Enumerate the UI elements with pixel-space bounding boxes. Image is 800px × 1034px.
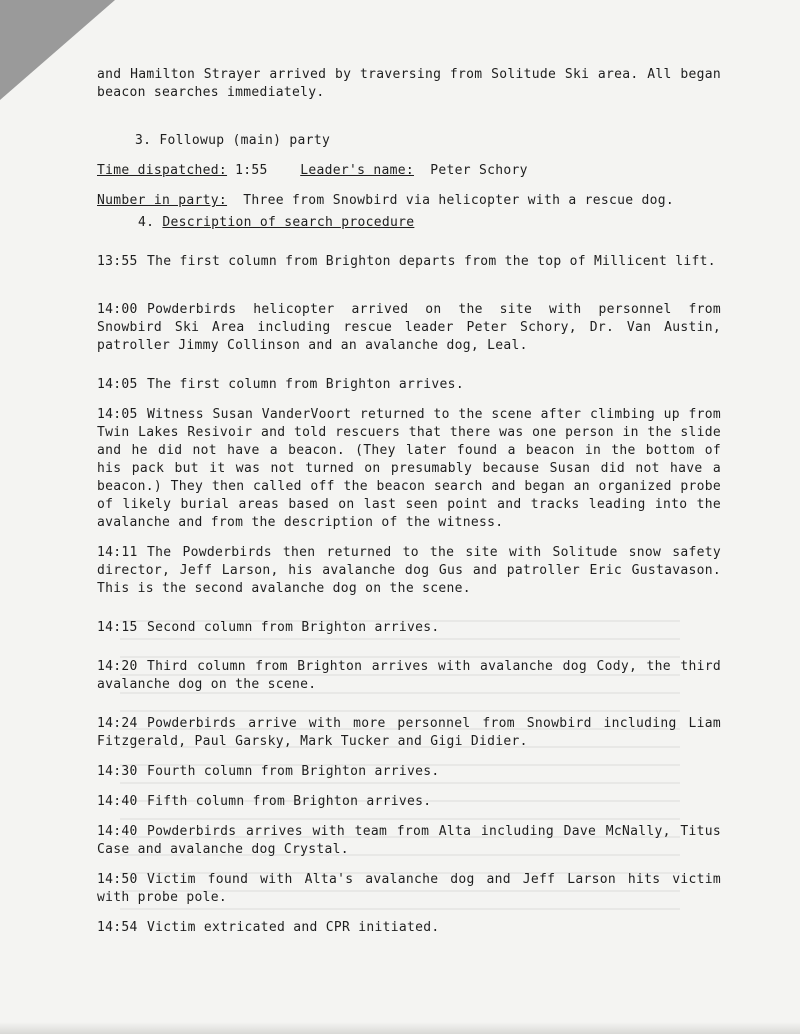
log-entry xyxy=(97,823,721,859)
log-text: Victim extricated and CPR initiated. xyxy=(147,920,440,935)
party-line xyxy=(97,192,721,210)
log-text: Powderbirds arrive with more personnel from Snowbird including Liam Fitzgerald, Paul Garsky, Mark Tucker and Gigi Didier. xyxy=(97,716,721,749)
section-3-heading xyxy=(97,132,721,150)
log-entry xyxy=(97,658,721,694)
log-entry xyxy=(97,253,721,271)
log-text: Powderbirds arrives with team from Alta including Dave McNally, Titus Case and avalanche dog Crystal. xyxy=(97,824,721,857)
log-time: 14:54 xyxy=(97,920,138,935)
section-4-number: 4. xyxy=(138,215,155,230)
log-entry xyxy=(97,793,721,811)
log-entry xyxy=(97,619,721,637)
log-text: Victim found with Alta's avalanche dog and Jeff Larson hits victim with probe pole. xyxy=(97,872,721,905)
number-in-party-label: Number in party: xyxy=(97,193,228,208)
log-entry xyxy=(97,406,721,532)
time-dispatched-label: Time dispatched: xyxy=(97,163,228,178)
log-text: Second column from Brighton arrives. xyxy=(147,620,440,635)
log-entry xyxy=(97,871,721,907)
log-entry xyxy=(97,301,721,355)
section-4-title: Description of search procedure xyxy=(162,215,415,230)
log-time: 14:40 xyxy=(97,794,138,809)
document-page xyxy=(97,66,721,937)
log-time: 14:11 xyxy=(97,545,138,560)
log-text: Witness Susan VanderVoort returned to the scene after climbing up from Twin Lakes Resivoir and told rescuers that there was one person in the slide and he did not have a beacon. (They later found a beacon in the bottom of his pack but it was not turned on presumably because Susan did not have a beacon.) They then called off the beacon search and began an organized probe of likely burial areas based on last seen point and tracks leading into the avalanche and from the description of the witness. xyxy=(97,407,721,530)
section-3-title: Followup (main) party xyxy=(159,133,331,148)
intro-paragraph: and Hamilton Strayer arrived by traversing from Solitude Ski area. All began beacon searches immediately. xyxy=(97,67,721,100)
log-text: The Powderbirds then returned to the site with Solitude snow safety director, Jeff Larson, his avalanche dog Gus and patroller Eric Gustavason. This is the second avalanche dog on the scene. xyxy=(97,545,721,596)
log-entry xyxy=(97,763,721,781)
log-entry xyxy=(97,544,721,598)
time-dispatched-value: 1:55 xyxy=(235,163,268,178)
log-time: 13:55 xyxy=(97,254,138,269)
log-entry xyxy=(97,919,721,937)
page-bottom-edge xyxy=(0,1022,800,1034)
log-text: Powderbirds helicopter arrived on the site with personnel from Snowbird Ski Area including rescue leader Peter Schory, Dr. Van Austin, patroller Jimmy Collinson and an avalanche dog, Leal. xyxy=(97,302,721,353)
log-text: The first column from Brighton arrives. xyxy=(147,377,464,392)
log-time: 14:30 xyxy=(97,764,138,779)
log-text: Third column from Brighton arrives with avalanche dog Cody, the third avalanche dog on the scene. xyxy=(97,659,721,692)
log-time: 14:05 xyxy=(97,407,138,422)
section-4-heading xyxy=(97,214,721,232)
log-time: 14:40 xyxy=(97,824,138,839)
log-text: The first column from Brighton departs from the top of Millicent lift. xyxy=(147,254,716,269)
log-time: 14:50 xyxy=(97,872,138,887)
section-3-number: 3. xyxy=(135,133,152,148)
log-time: 14:05 xyxy=(97,377,138,392)
number-in-party-value: Three from Snowbird via helicopter with a rescue dog. xyxy=(243,193,675,208)
log-entry xyxy=(97,376,721,394)
dispatch-line xyxy=(97,162,721,180)
log-time: 14:24 xyxy=(97,716,138,731)
log-text: Fourth column from Brighton arrives. xyxy=(147,764,440,779)
log-text: Fifth column from Brighton arrives. xyxy=(147,794,432,809)
log-time: 14:15 xyxy=(97,620,138,635)
leader-name-label: Leader's name: xyxy=(300,163,414,178)
leader-name-value: Peter Schory xyxy=(430,163,528,178)
log-entry xyxy=(97,715,721,751)
log-time: 14:20 xyxy=(97,659,138,674)
log-time: 14:00 xyxy=(97,302,138,317)
